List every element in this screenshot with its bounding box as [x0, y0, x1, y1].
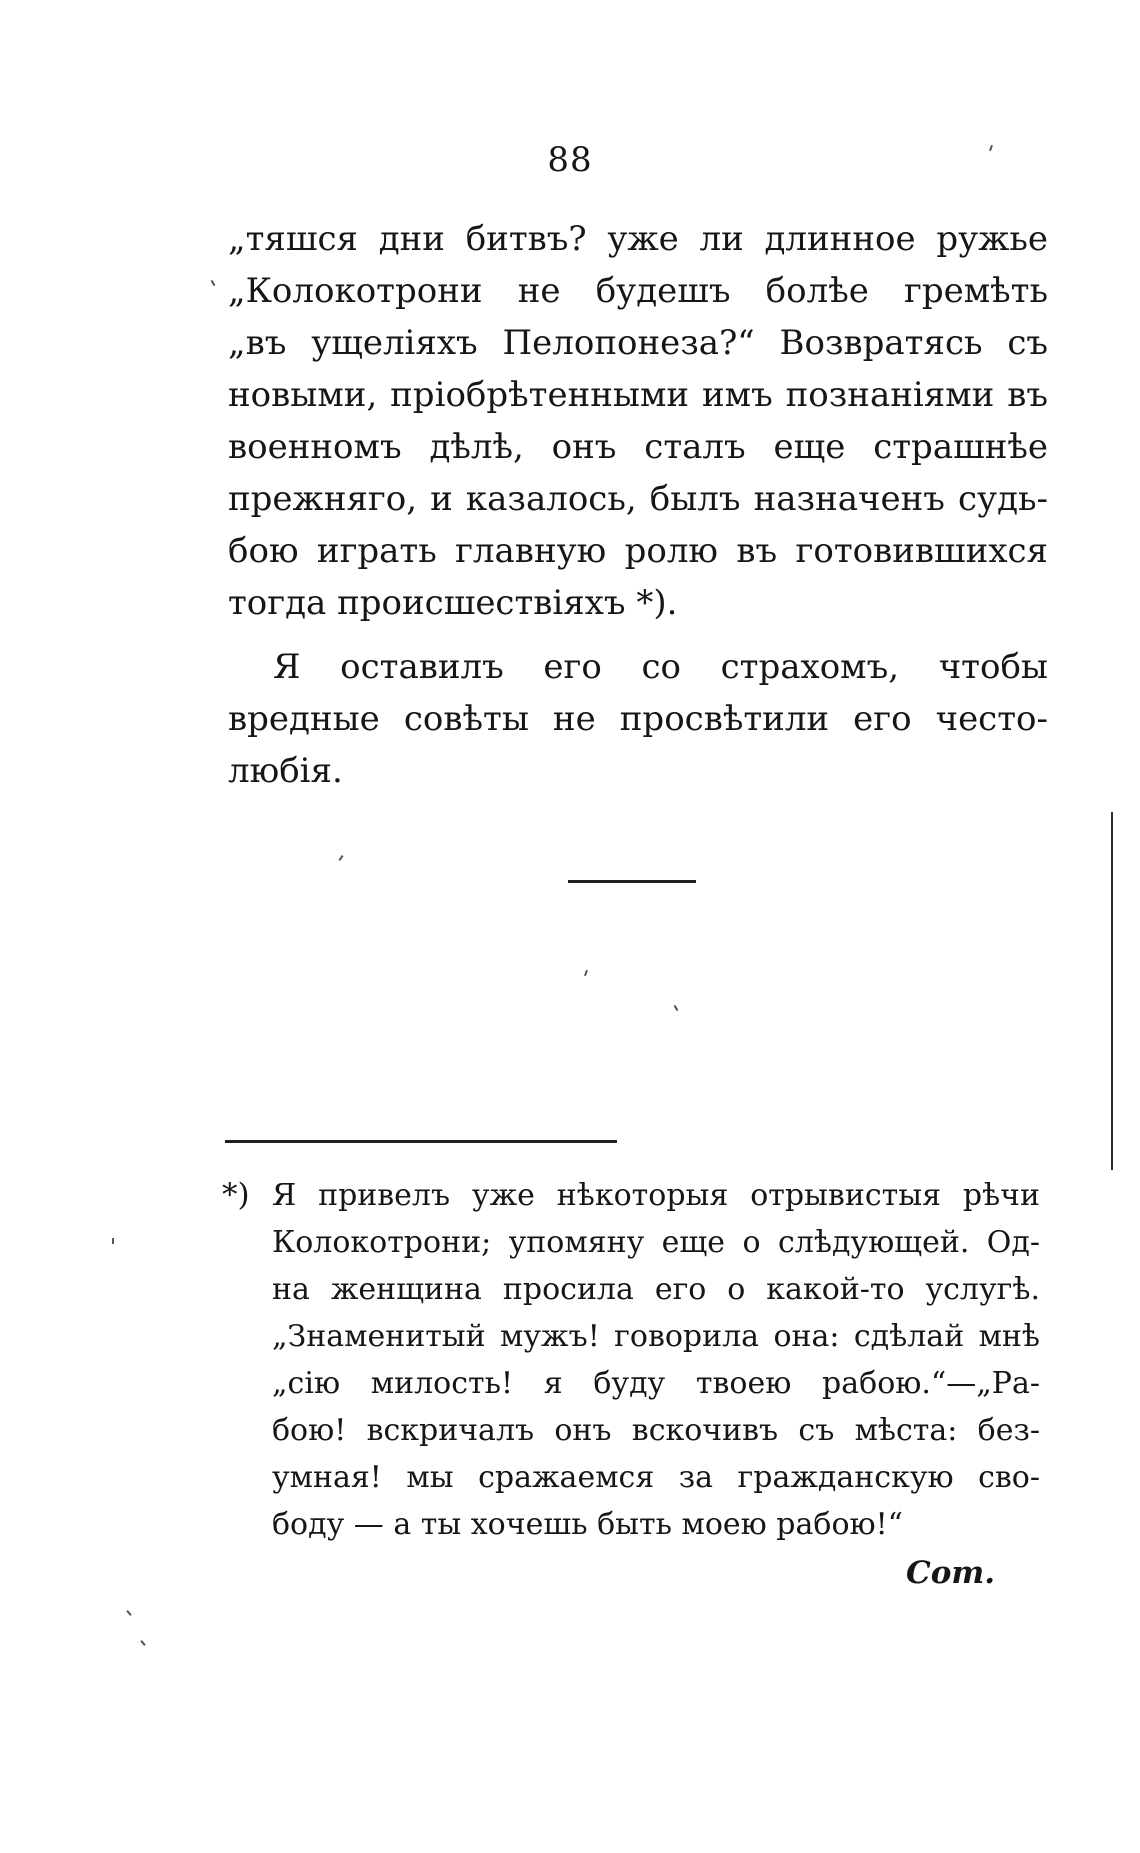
footnote-line: „сію милость! я буду твоею рабою.“—„Ра-: [272, 1366, 1040, 1401]
page-number: 88: [547, 140, 593, 180]
print-speck: [112, 1238, 114, 1244]
main-text: [228, 213, 1048, 797]
footnote-line: умная! мы сражаемся за гражданскую сво-: [272, 1460, 1040, 1495]
print-speck: [338, 855, 343, 861]
footnote-line: „Знаменитый мужъ! говорила она: сдѣлай мнѣ: [272, 1319, 1040, 1354]
print-speck: [674, 1005, 679, 1011]
text-line: тогда происшествіяхъ *).: [228, 583, 678, 623]
text-line: любія.: [228, 751, 343, 791]
print-speck: [140, 1640, 145, 1646]
print-speck: [211, 280, 216, 286]
footnote-divider: [225, 1140, 617, 1143]
print-speck: [126, 1610, 131, 1616]
text-line: „Колокотрони не будешъ болѣе гремѣть: [228, 271, 1048, 311]
text-line: „тяшся дни битвъ? уже ли длинное ружье: [228, 219, 1048, 259]
text-line: военномъ дѣлѣ, онъ сталъ еще страшнѣе: [228, 427, 1048, 467]
paragraph-gap: [228, 629, 1048, 641]
footnote: [222, 1172, 1040, 1598]
footnote-line: бою! вскричалъ онъ вскочивъ съ мѣста: без-: [272, 1413, 1040, 1448]
section-divider: [568, 880, 696, 883]
footnote-text: [272, 1172, 1040, 1598]
footnote-marker: *): [222, 1177, 250, 1213]
text-line: Я оставилъ его со страхомъ, чтобы: [273, 647, 1048, 687]
text-line: вредные совѣты не просвѣтили его често-: [228, 699, 1048, 739]
footnote-line: Я привелъ уже нѣкоторыя отрывистыя рѣчи: [272, 1178, 1040, 1213]
text-line: бою играть главную ролю въ готовившихся: [228, 531, 1048, 571]
footnote-line: боду — а ты хочешь быть моею рабою!“: [272, 1507, 904, 1542]
footnote-line: на женщина просила его о какой-то услугѣ.: [272, 1272, 1040, 1307]
text-line: новыми, пріобрѣтенными имъ познаніями въ: [228, 375, 1048, 415]
print-speck: [584, 970, 588, 976]
text-line: „въ ущеліяхъ Пелопонеза?“ Возвратясь съ: [228, 323, 1048, 363]
footnote-signature: Сот.: [906, 1555, 995, 1591]
page-edge-shadow: [1111, 812, 1113, 1170]
footnote-line: Колокотрони; упомяну еще о слѣдующей. Од-: [272, 1225, 1040, 1260]
text-line: прежняго, и казалось, былъ назначенъ судь-: [228, 479, 1048, 519]
